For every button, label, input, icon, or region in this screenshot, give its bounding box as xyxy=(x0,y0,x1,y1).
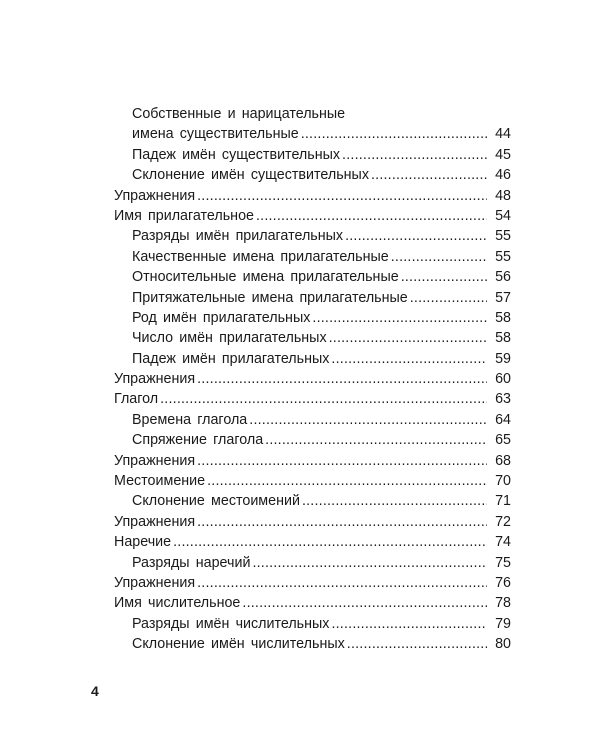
toc-entry xyxy=(114,145,511,165)
toc-entry-page: 70 xyxy=(495,473,511,490)
toc-dot-leader xyxy=(345,226,487,246)
toc-entry-title: Падеж имён прилагательных xyxy=(132,350,330,367)
toc-entry-page: 55 xyxy=(495,248,511,265)
toc-entry xyxy=(114,614,511,634)
toc-dot-leader xyxy=(329,328,487,348)
toc-entry-title: Наречие xyxy=(114,534,172,551)
toc-entry xyxy=(114,104,511,124)
toc-entry xyxy=(114,226,511,246)
toc-entry-page: 65 xyxy=(495,432,511,449)
toc-entry xyxy=(114,349,511,369)
toc-entry-title: Упражнения xyxy=(114,574,196,591)
toc-dot-leader xyxy=(401,267,487,287)
toc-entry-page: 78 xyxy=(495,595,511,612)
toc-dot-leader xyxy=(207,471,487,491)
toc-entry-page: 80 xyxy=(495,636,511,653)
toc-entry-page: 64 xyxy=(495,411,511,428)
toc-entry xyxy=(114,491,511,511)
toc-dot-leader xyxy=(160,389,487,409)
toc-entry xyxy=(114,634,511,654)
toc-entry-page: 68 xyxy=(495,452,511,469)
toc-entry xyxy=(114,308,511,328)
toc-entry-title: Упражнения xyxy=(114,371,196,388)
toc-entry-title: Число имён прилагательных xyxy=(132,330,327,347)
toc-entry-page: 57 xyxy=(495,289,511,306)
toc-dot-leader xyxy=(410,288,487,308)
toc-entry-page: 46 xyxy=(495,167,511,184)
toc-dot-leader xyxy=(249,410,487,430)
toc-dot-leader xyxy=(265,430,487,450)
page-number: 4 xyxy=(91,683,99,699)
toc-entry-title: Притяжательные имена прилагательные xyxy=(132,289,408,306)
toc-dot-leader xyxy=(331,349,487,369)
toc-entry xyxy=(114,553,511,573)
toc-dot-leader xyxy=(301,124,487,144)
toc-entry-page: 59 xyxy=(495,350,511,367)
toc-dot-leader xyxy=(173,532,487,552)
toc-entry xyxy=(114,471,511,491)
toc-entry-page: 54 xyxy=(495,207,511,224)
toc-entry xyxy=(114,410,511,430)
toc-entry-title: Имя прилагательное xyxy=(114,207,254,224)
toc-entry-title: Упражнения xyxy=(114,452,196,469)
toc-entry-page: 75 xyxy=(495,554,511,571)
toc-dot-leader xyxy=(197,369,487,389)
toc-entry-page: 60 xyxy=(495,371,511,388)
toc-entry-page: 79 xyxy=(495,615,511,632)
toc-entry-title: Склонение имён существительных xyxy=(132,167,369,184)
toc-entry xyxy=(114,288,511,308)
toc-dot-leader xyxy=(331,614,487,634)
toc-dot-leader xyxy=(371,165,487,185)
toc-entry-title: имена существительные xyxy=(132,126,299,143)
toc-entry-title: Род имён прилагательных xyxy=(132,309,311,326)
toc-entry-page: 63 xyxy=(495,391,511,408)
toc-entry-title: Упражнения xyxy=(114,513,196,530)
toc-entry-title: Имя числительное xyxy=(114,595,241,612)
toc-entry xyxy=(114,247,511,267)
toc-entry-title: Времена глагола xyxy=(132,411,248,428)
toc-dot-leader xyxy=(197,573,487,593)
toc-entry-page: 72 xyxy=(495,513,511,530)
toc-entry-page: 76 xyxy=(495,574,511,591)
toc-entry-page: 44 xyxy=(495,126,511,143)
toc-dot-leader xyxy=(347,634,487,654)
toc-entry xyxy=(114,267,511,287)
toc-entry xyxy=(114,512,511,532)
toc-entry-page: 71 xyxy=(495,493,511,510)
toc-entry xyxy=(114,593,511,613)
toc-dot-leader xyxy=(391,247,487,267)
toc-entry xyxy=(114,389,511,409)
toc-dot-leader xyxy=(302,491,487,511)
toc-entry xyxy=(114,532,511,552)
toc-dot-leader xyxy=(197,186,487,206)
toc-entry-title: Склонение местоимений xyxy=(132,493,300,510)
toc-entry-title: Глагол xyxy=(114,391,159,408)
toc-entry xyxy=(114,369,511,389)
toc-entry-page: 74 xyxy=(495,534,511,551)
toc-entry xyxy=(114,186,511,206)
toc-entry-title: Склонение имён числительных xyxy=(132,636,345,653)
toc-entry-page: 55 xyxy=(495,228,511,245)
toc-dot-leader xyxy=(197,451,487,471)
toc-entry-page: 56 xyxy=(495,269,511,286)
toc-entry-title: Разряды наречий xyxy=(132,554,251,571)
toc-entry-title: Падеж имён существительных xyxy=(132,146,341,163)
table-of-contents xyxy=(114,104,511,655)
toc-entry-title: Спряжение глагола xyxy=(132,432,264,449)
toc-dot-leader xyxy=(342,145,487,165)
toc-entry-title: Местоимение xyxy=(114,473,206,490)
toc-entry-title: Собственные и нарицательные xyxy=(132,106,346,122)
toc-entry xyxy=(114,206,511,226)
toc-entry-page: 58 xyxy=(495,330,511,347)
toc-entry xyxy=(114,573,511,593)
toc-entry-page: 48 xyxy=(495,187,511,204)
toc-entry xyxy=(114,165,511,185)
toc-entry-page: 58 xyxy=(495,309,511,326)
toc-dot-leader xyxy=(312,308,487,328)
toc-entry-title: Относительные имена прилагательные xyxy=(132,269,399,286)
toc-entry-title: Упражнения xyxy=(114,187,196,204)
toc-entry xyxy=(114,328,511,348)
toc-dot-leader xyxy=(242,593,487,613)
toc-entry-title: Качественные имена прилагательные xyxy=(132,248,389,265)
toc-entry-page: 45 xyxy=(495,146,511,163)
toc-entry xyxy=(114,430,511,450)
toc-entry-title: Разряды имён прилагательных xyxy=(132,228,344,245)
toc-entry xyxy=(114,124,511,144)
toc-dot-leader xyxy=(252,553,487,573)
toc-dot-leader xyxy=(256,206,487,226)
toc-entry-title: Разряды имён числительных xyxy=(132,615,330,632)
toc-entry xyxy=(114,451,511,471)
toc-dot-leader xyxy=(197,512,487,532)
